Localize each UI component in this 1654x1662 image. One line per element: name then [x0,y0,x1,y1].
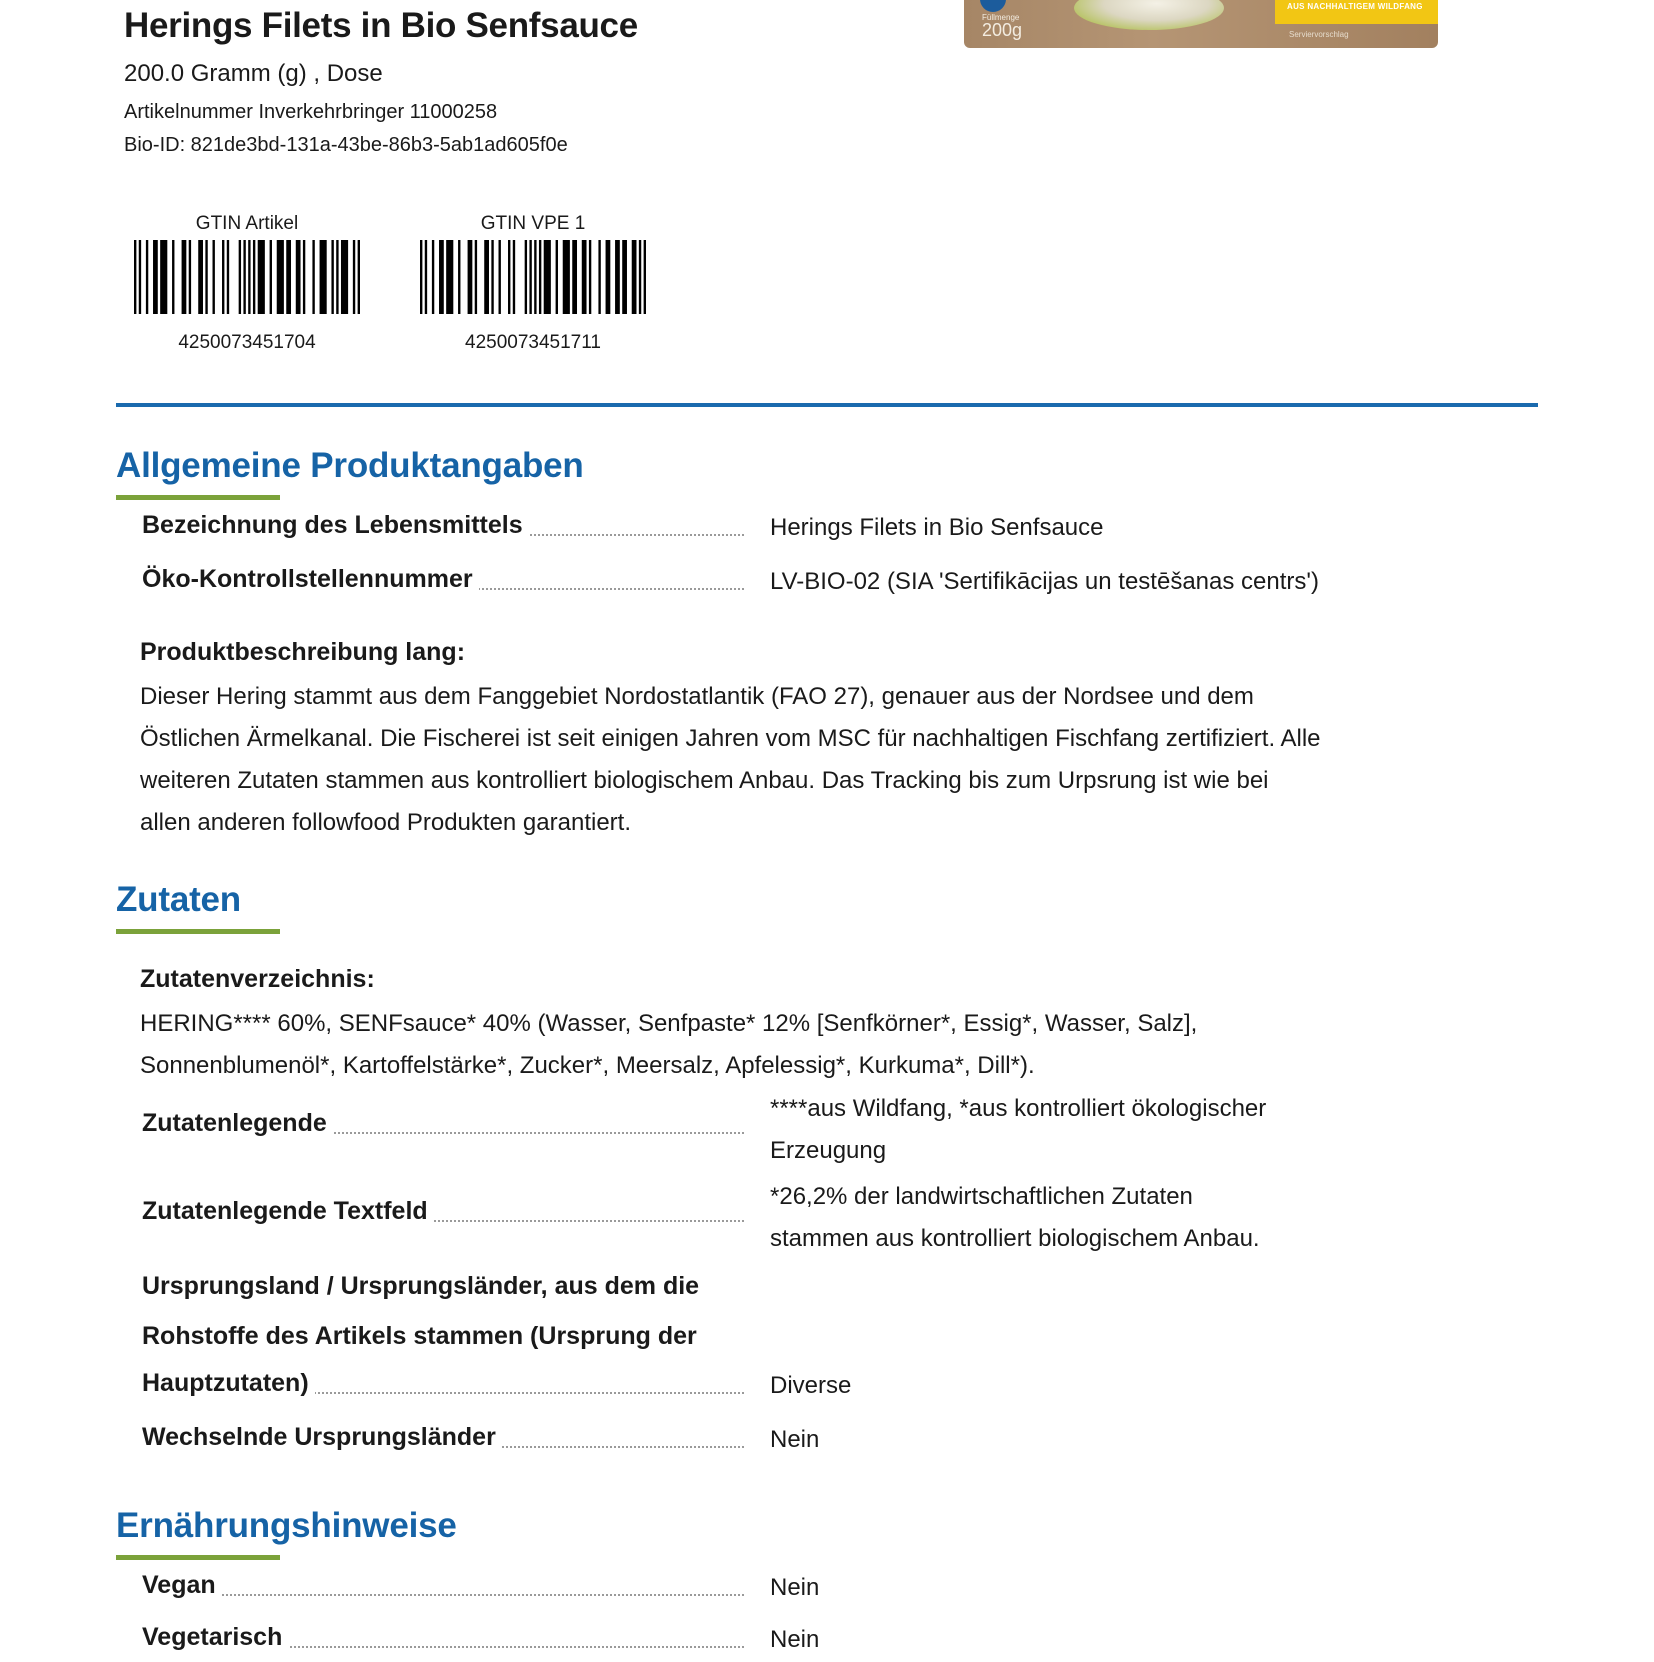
row-label: Zutatenlegende [142,1109,333,1138]
barcode-bar [475,240,477,314]
barcode-bar [172,240,174,314]
barcode-bar [529,240,531,314]
barcode-bar [205,240,207,314]
row-label: Öko-Kontrollstellennummer [142,565,479,594]
seal-badge-icon [980,0,1006,12]
barcode-bar [341,240,348,314]
row-label: Hauptzutaten) [142,1369,315,1398]
barcode-bar [331,240,333,314]
barcode-bar [189,240,191,314]
heading-nutrition: Ernährungshinweise [116,1506,457,1545]
barcode-bar [508,240,510,314]
barcode-bar [598,240,600,314]
barcode-bar [632,240,637,314]
barcode-vpe [420,240,646,314]
fill-amount: 200g [982,20,1023,40]
barcode-bar [303,240,305,314]
description-line: Dieser Hering stammt aus dem Fanggebiet Nordostatlantik (FAO 27), genauer aus der Nordsee und dem [140,683,1254,710]
barcode-bar [296,240,301,314]
barcode-bar [227,240,229,314]
barcode-bar [243,240,245,314]
barcode-bar [222,240,224,314]
legend-text-line: *26,2% der landwirtschaftlichen Zutaten [770,1183,1193,1210]
barcode-bar [353,240,355,314]
heading-underline [116,495,280,500]
barcode-bar [213,240,215,314]
barcode-bar [439,240,444,314]
row-control-number [142,564,1542,604]
barcode-bar [182,240,187,314]
barcode-bar [134,240,136,314]
legend-text-line: stammen aus kontrolliert biologischem Anbau. [770,1225,1260,1252]
origin-label-line: Ursprungsland / Ursprungsländer, aus dem die [142,1272,700,1300]
barcode-bar [198,240,203,314]
barcode-bar [358,240,360,314]
ingredients-line: Sonnenblumenöl*, Kartoffelstärke*, Zucker*, Meersalz, Apfelessig*, Kurkuma*, Dill*). [140,1052,1035,1079]
ingredient-legend-text-value [770,1176,1470,1260]
fill-label: Füllmenge [982,13,1020,22]
barcode-bar [270,240,272,314]
banner-text: AUS NACHHALTIGEM WILDFANG [1287,2,1423,11]
ingredients-label: Zutatenverzeichnis: [140,965,375,993]
barcode-bar [239,240,241,314]
row-value: Nein [770,1574,820,1601]
fish-photo [1074,0,1224,30]
description-line: Östlichen Ärmelkanal. Die Fischerei ist seit einigen Jahren vom MSC für nachhaltigen Fischfang zertifiziert. Alle [140,725,1321,752]
ingredients-line: HERING**** 60%, SENFsauce* 40% (Wasser, Senfpaste* 12% [Senfkörner*, Essig*, Wasser, Salz], [140,1010,1198,1037]
banner [1275,0,1438,24]
barcode-bar [513,240,515,314]
row-label: Zutatenlegende Textfeld [142,1197,434,1226]
barcode-bar [615,240,620,314]
barcode-bar [258,240,265,314]
row-label: Bezeichnung des Lebensmittels [142,511,529,540]
row-origin [142,1368,1542,1408]
row-value: Nein [770,1426,820,1453]
barcode-bar [160,240,167,314]
barcode-bar [539,240,541,314]
row-value: Diverse [770,1372,852,1399]
ingredients-text [140,1003,1400,1087]
description-label: Produktbeschreibung lang: [140,638,466,666]
heading-underline [116,1555,280,1560]
barcode-bar [248,240,250,314]
barcode-bar [484,240,489,314]
heading-ingredients: Zutaten [116,880,241,919]
row-vegan [142,1570,1542,1610]
row-changing-origin [142,1422,1542,1462]
barcode-bar [622,240,627,314]
row-label: Vegetarisch [142,1623,288,1652]
barcode-bar [425,240,427,314]
barcode-bar [639,240,641,314]
barcode-bar [525,240,527,314]
barcode-bar [286,240,291,314]
barcode-bar [446,240,453,314]
barcode-bar [563,240,570,314]
barcode-bar [572,240,577,314]
barcode-bar [277,240,284,314]
row-label: Vegan [142,1571,222,1600]
row-vegetarian [142,1622,1542,1662]
barcode-bar [544,240,551,314]
divider [116,403,1538,407]
product-title: Herings Filets in Bio Senfsauce [124,6,638,45]
barcode-article [134,240,360,314]
description-line: weiteren Zutaten stammen aus kontrolliert biologischem Anbau. Das Tracking bis zum Urpsrung ist wie bei [140,767,1269,794]
barcode-bar [468,240,473,314]
article-number: Artikelnummer Inverkehrbringer 11000258 [124,101,498,123]
ingredient-legend-value [770,1088,1470,1172]
product-subtitle: 200.0 Gramm (g) , Dose [124,60,383,87]
heading-general: Allgemeine Produktangaben [116,446,584,485]
row-value: LV-BIO-02 (SIA 'Sertifikācijas un testēšanas centrs') [770,568,1319,595]
barcode-bar [139,240,141,314]
row-value: Nein [770,1626,820,1653]
barcode-bar [432,240,434,314]
serving-note: Serviervorschlag [1289,30,1349,39]
heading-underline [116,929,280,934]
barcode-label-vpe: GTIN VPE 1 [480,213,586,234]
barcode-bar [336,240,338,314]
barcode-bar [312,240,314,314]
barcode-bar [499,240,501,314]
barcode-bar [458,240,460,314]
barcode-bar [556,240,558,314]
barcode-bar [153,240,158,314]
row-value: Herings Filets in Bio Senfsauce [770,514,1104,541]
barcode-label-article: GTIN Artikel [195,213,299,234]
description-line: allen anderen followfood Produkten garantiert. [140,809,631,836]
description-text [140,676,1400,844]
legend-line: Erzeugung [770,1137,887,1164]
barcode-bar [320,240,327,314]
barcode-bar [491,240,493,314]
row-food-name [142,510,1542,550]
row-label: Wechselnde Ursprungsländer [142,1423,502,1452]
barcode-bar [534,240,536,314]
barcode-number-vpe: 4250073451711 [465,332,601,353]
barcode-bar [644,240,646,314]
barcode-bar [253,240,255,314]
barcode-bar [589,240,591,314]
barcode-number-article: 4250073451704 [178,332,316,353]
bio-id: Bio-ID: 821de3bd-131a-43be-86b3-5ab1ad605f0e [124,134,568,156]
origin-label-line: Rohstoffe des Artikels stammen (Ursprung der [142,1322,697,1350]
product-image [964,0,1438,48]
barcode-bar [420,240,422,314]
barcode-bar [146,240,148,314]
barcode-bar [606,240,611,314]
legend-line: ****aus Wildfang, *aus kontrolliert ökologischer [770,1095,1267,1122]
barcode-bar [582,240,587,314]
